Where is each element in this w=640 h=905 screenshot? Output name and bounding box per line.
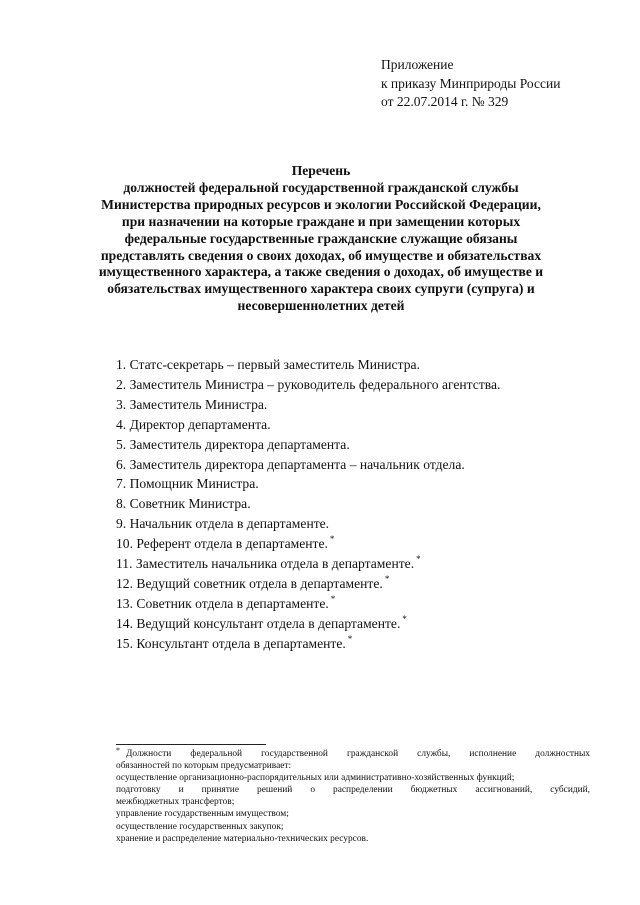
appendix-order-date: от 22.07.2014 г. № 329 (381, 94, 509, 109)
footnote-item: хранение и распределение материально-технических ресурсов. (116, 833, 369, 844)
list-item: 7. Помощник Министра. (116, 476, 259, 492)
footnote-divider (116, 744, 266, 745)
list-item: 10. Референт отдела в департаменте. * (116, 534, 335, 552)
footnote-item: осуществление организационно-распорядительных или административно-хозяйственных функций; (116, 773, 515, 784)
document-title (60, 163, 582, 315)
title-line: Перечень (291, 163, 351, 178)
list-item: 14. Ведущий консультант отдела в департаменте. * (116, 613, 407, 631)
footnote-item: осуществление государственных закупок; (116, 821, 284, 832)
footnote-mark: * (116, 746, 120, 755)
title-line: представлять сведения о своих доходах, об имуществе и обязательствах (100, 247, 542, 263)
footnote-item-cont: межбюджетных трансфертов; (116, 797, 235, 808)
footnote-ref-mark: * (330, 593, 336, 604)
appendix-order-ref: к приказу Минприроды России (381, 75, 561, 91)
footnote-lead: * Должности федеральной государственной гражданской службы, исполнение должностных (116, 746, 590, 759)
appendix-label: Приложение (381, 57, 454, 72)
footnote-ref-mark: * (329, 534, 335, 545)
title-line: имущественного характера, а также сведения о доходах, об имуществе и (98, 264, 544, 280)
title-line: Министерства природных ресурсов и экологии Российской Федерации, (101, 196, 541, 212)
title-line: обязательствах имущественного характера своих супруги (супруга) и (107, 281, 535, 297)
list-item: 12. Ведущий советник отдела в департаменте. * (116, 573, 390, 591)
footnote-lead-cont: обязанностей по которым предусматривает: (116, 761, 292, 772)
list-item: 15. Консультант отдела в департаменте. * (116, 633, 353, 651)
list-item: 13. Советник отдела в департаменте. * (116, 593, 336, 611)
list-item: 3. Заместитель Министра. (116, 396, 268, 412)
title-line: при назначении на которые граждане и при замещении которых (121, 213, 521, 229)
title-line: несовершеннолетних детей (237, 298, 405, 314)
footnote-ref-mark: * (416, 554, 421, 565)
footnote-item: управление государственным имуществом; (116, 809, 289, 820)
list-item: 11. Заместитель начальника отдела в департаменте. * (116, 554, 421, 572)
list-item: 8. Советник Министра. (116, 496, 251, 512)
list-item: 1. Статс-секретарь – первый заместитель Министра. (116, 357, 420, 372)
title-line: федеральные государственные гражданские служащие обязаны (124, 230, 518, 246)
positions-list (116, 356, 502, 655)
footnote-ref-mark: * (402, 613, 407, 624)
footnote-ref-mark: * (384, 573, 390, 584)
footnote-item: подготовку и принятие решений о распределении бюджетных ассигнований, субсидий, (116, 785, 590, 796)
appendix-header (381, 56, 560, 112)
list-item: 2. Заместитель Министра – руководитель федерального агентства. (116, 376, 501, 392)
footnote-block (116, 748, 590, 845)
title-line: должностей федеральной государственной гражданской службы (123, 179, 519, 195)
list-item: 5. Заместитель директора департамента. (116, 436, 350, 452)
list-item: 6. Заместитель директора департамента – начальник отдела. (116, 456, 465, 472)
footnote-ref-mark: * (347, 633, 353, 644)
list-item: 4. Директор департамента. (116, 416, 271, 432)
list-item: 9. Начальник отдела в департаменте. (116, 516, 330, 532)
